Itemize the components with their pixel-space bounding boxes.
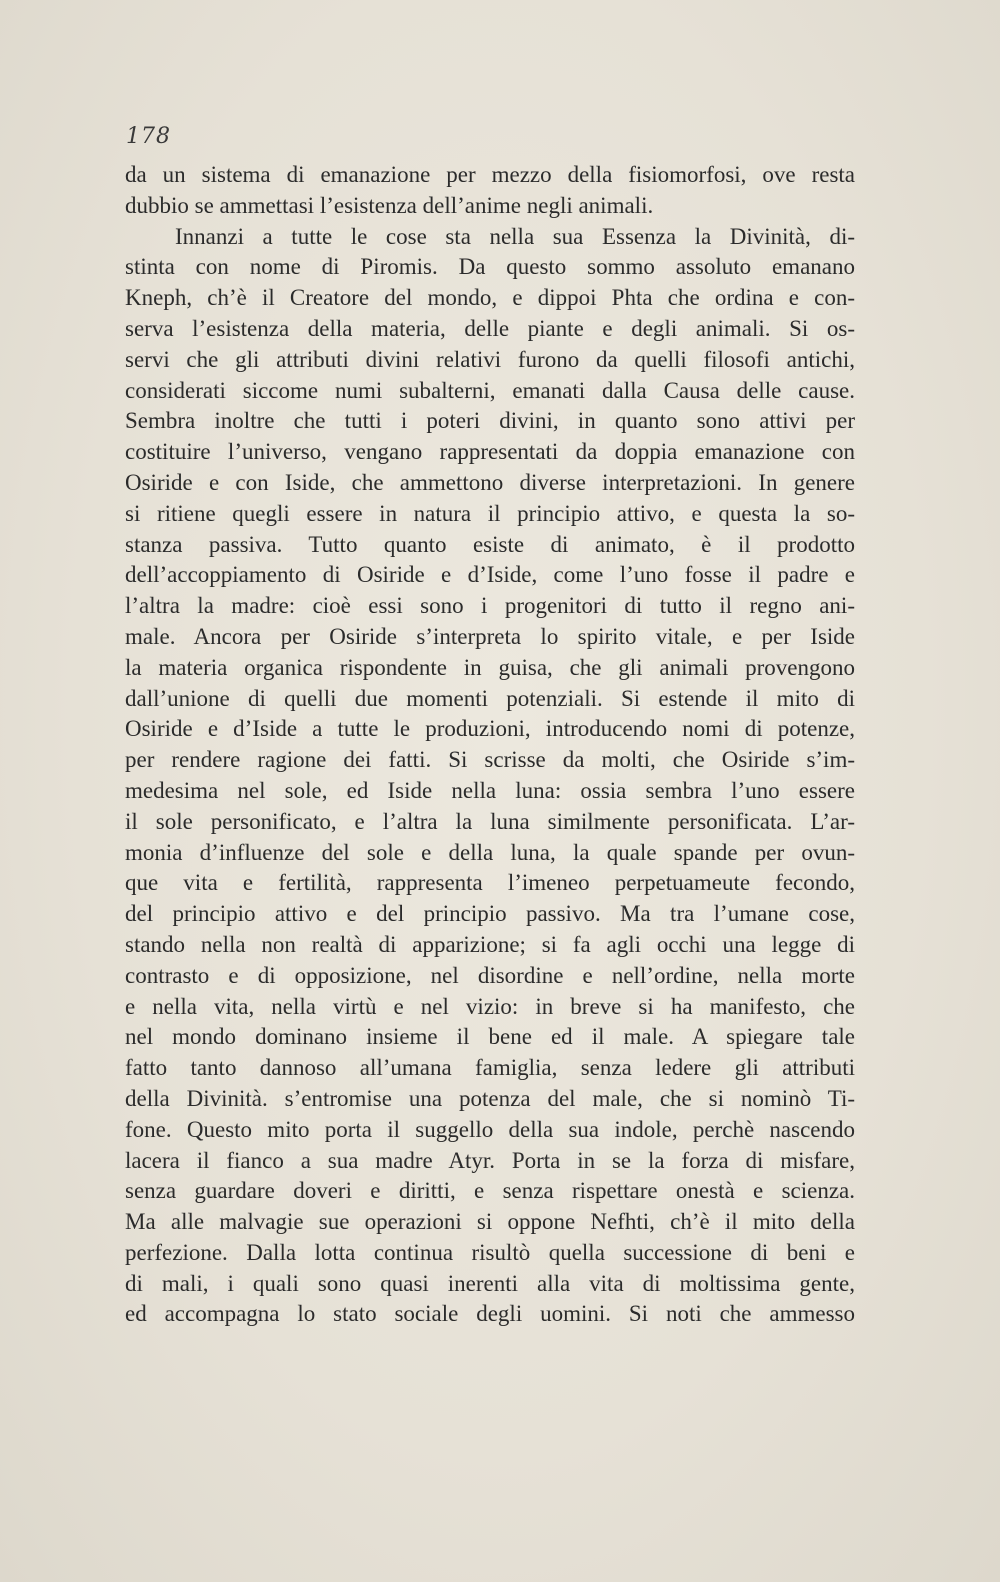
text-line: serva l’esistenza della materia, delle piante e degli animali. Si os- (125, 315, 855, 341)
text-line: Ma alle malvagie sue operazioni si oppone Nefhti, ch’è il mito della (125, 1209, 855, 1235)
text-line: di mali, i quali sono quasi inerenti alla vita di moltissima gente, (125, 1270, 855, 1296)
text-line: il sole personificato, e l’altra la luna similmente personificata. L’ar- (125, 808, 855, 834)
text-line: fatto tanto dannoso all’umana famiglia, senza ledere gli attributi (125, 1055, 855, 1081)
text-line: Innanzi a tutte le cose sta nella sua Essenza la Divinità, di- (175, 223, 855, 249)
text-line: que vita e fertilità, rappresenta l’imeneo perpetuameute fecondo, (125, 870, 855, 896)
text-line: nel mondo dominano insieme il bene ed il male. A spiegare tale (125, 1024, 855, 1050)
text-line: Osiride e con Iside, che ammettono diverse interpretazioni. In genere (125, 469, 855, 495)
text-line: male. Ancora per Osiride s’interpreta lo spirito vitale, e per Iside (125, 623, 855, 649)
text-line: del principio attivo e del principio passivo. Ma tra l’umane cose, (125, 901, 855, 927)
page-number: 178 (126, 124, 171, 149)
text-line: ed accompagna lo stato sociale degli uomini. Si noti che ammesso (125, 1301, 855, 1327)
text-line: si ritiene quegli essere in natura il principio attivo, e questa la so- (125, 500, 855, 526)
text-line: monia d’influenze del sole e della luna, la quale spande per ovun- (125, 839, 855, 865)
text-line: dubbio se ammettasi l’esistenza dell’anime negli animali. (125, 192, 654, 218)
text-line: da un sistema di emanazione per mezzo della fisiomorfosi, ove resta (125, 162, 855, 187)
text-line: Sembra inoltre che tutti i poteri divini, in quanto sono attivi per (125, 408, 855, 434)
text-line: servi che gli attributi divini relativi furono da quelli filosofi antichi, (125, 346, 855, 372)
text-line: fone. Questo mito porta il suggello della sua indole, perchè nascendo (125, 1116, 855, 1142)
text-line: considerati siccome numi subalterni, emanati dalla Causa delle cause. (125, 377, 855, 403)
text-line: contrasto e di opposizione, nel disordine e nell’ordine, nella morte (125, 962, 855, 988)
text-line: senza guardare doveri e diritti, e senza rispettare onestà e scienza. (125, 1178, 855, 1204)
text-line: stando nella non realtà di apparizione; si fa agli occhi una legge di (125, 931, 855, 957)
text-line: della Divinità. s’entromise una potenza del male, che si nominò Ti- (125, 1085, 855, 1111)
text-line: l’altra la madre: cioè essi sono i progenitori di tutto il regno ani- (125, 593, 855, 619)
text-line: per rendere ragione dei fatti. Si scrisse da molti, che Osiride s’im- (125, 747, 855, 773)
text-line: perfezione. Dalla lotta continua risultò quella successione di beni e (125, 1239, 855, 1265)
text-line: e nella vita, nella virtù e nel vizio: in breve si ha manifesto, che (125, 993, 855, 1019)
text-line: stanza passiva. Tutto quanto esiste di animato, è il prodotto (125, 531, 855, 557)
text-line: costituire l’universo, vengano rappresentati da doppia emanazione con (125, 439, 855, 465)
text-line: Kneph, ch’è il Creatore del mondo, e dippoi Phta che ordina e con- (125, 285, 855, 311)
text-line: lacera il fianco a sua madre Atyr. Porta in se la forza di misfare, (125, 1147, 855, 1173)
text-line: stinta con nome di Piromis. Da questo sommo assoluto emanano (125, 254, 855, 280)
text-line: Osiride e d’Iside a tutte le produzioni, introducendo nomi di potenze, (125, 716, 855, 742)
text-line: dell’accoppiamento di Osiride e d’Iside, come l’uno fosse il padre e (125, 562, 855, 588)
body-text (125, 160, 855, 1330)
text-line: dall’unione di quelli due momenti potenziali. Si estende il mito di (125, 685, 855, 711)
text-line: medesima nel sole, ed Iside nella luna: ossia sembra l’uno essere (125, 777, 855, 803)
text-line: la materia organica rispondente in guisa, che gli animali provengono (125, 654, 855, 680)
